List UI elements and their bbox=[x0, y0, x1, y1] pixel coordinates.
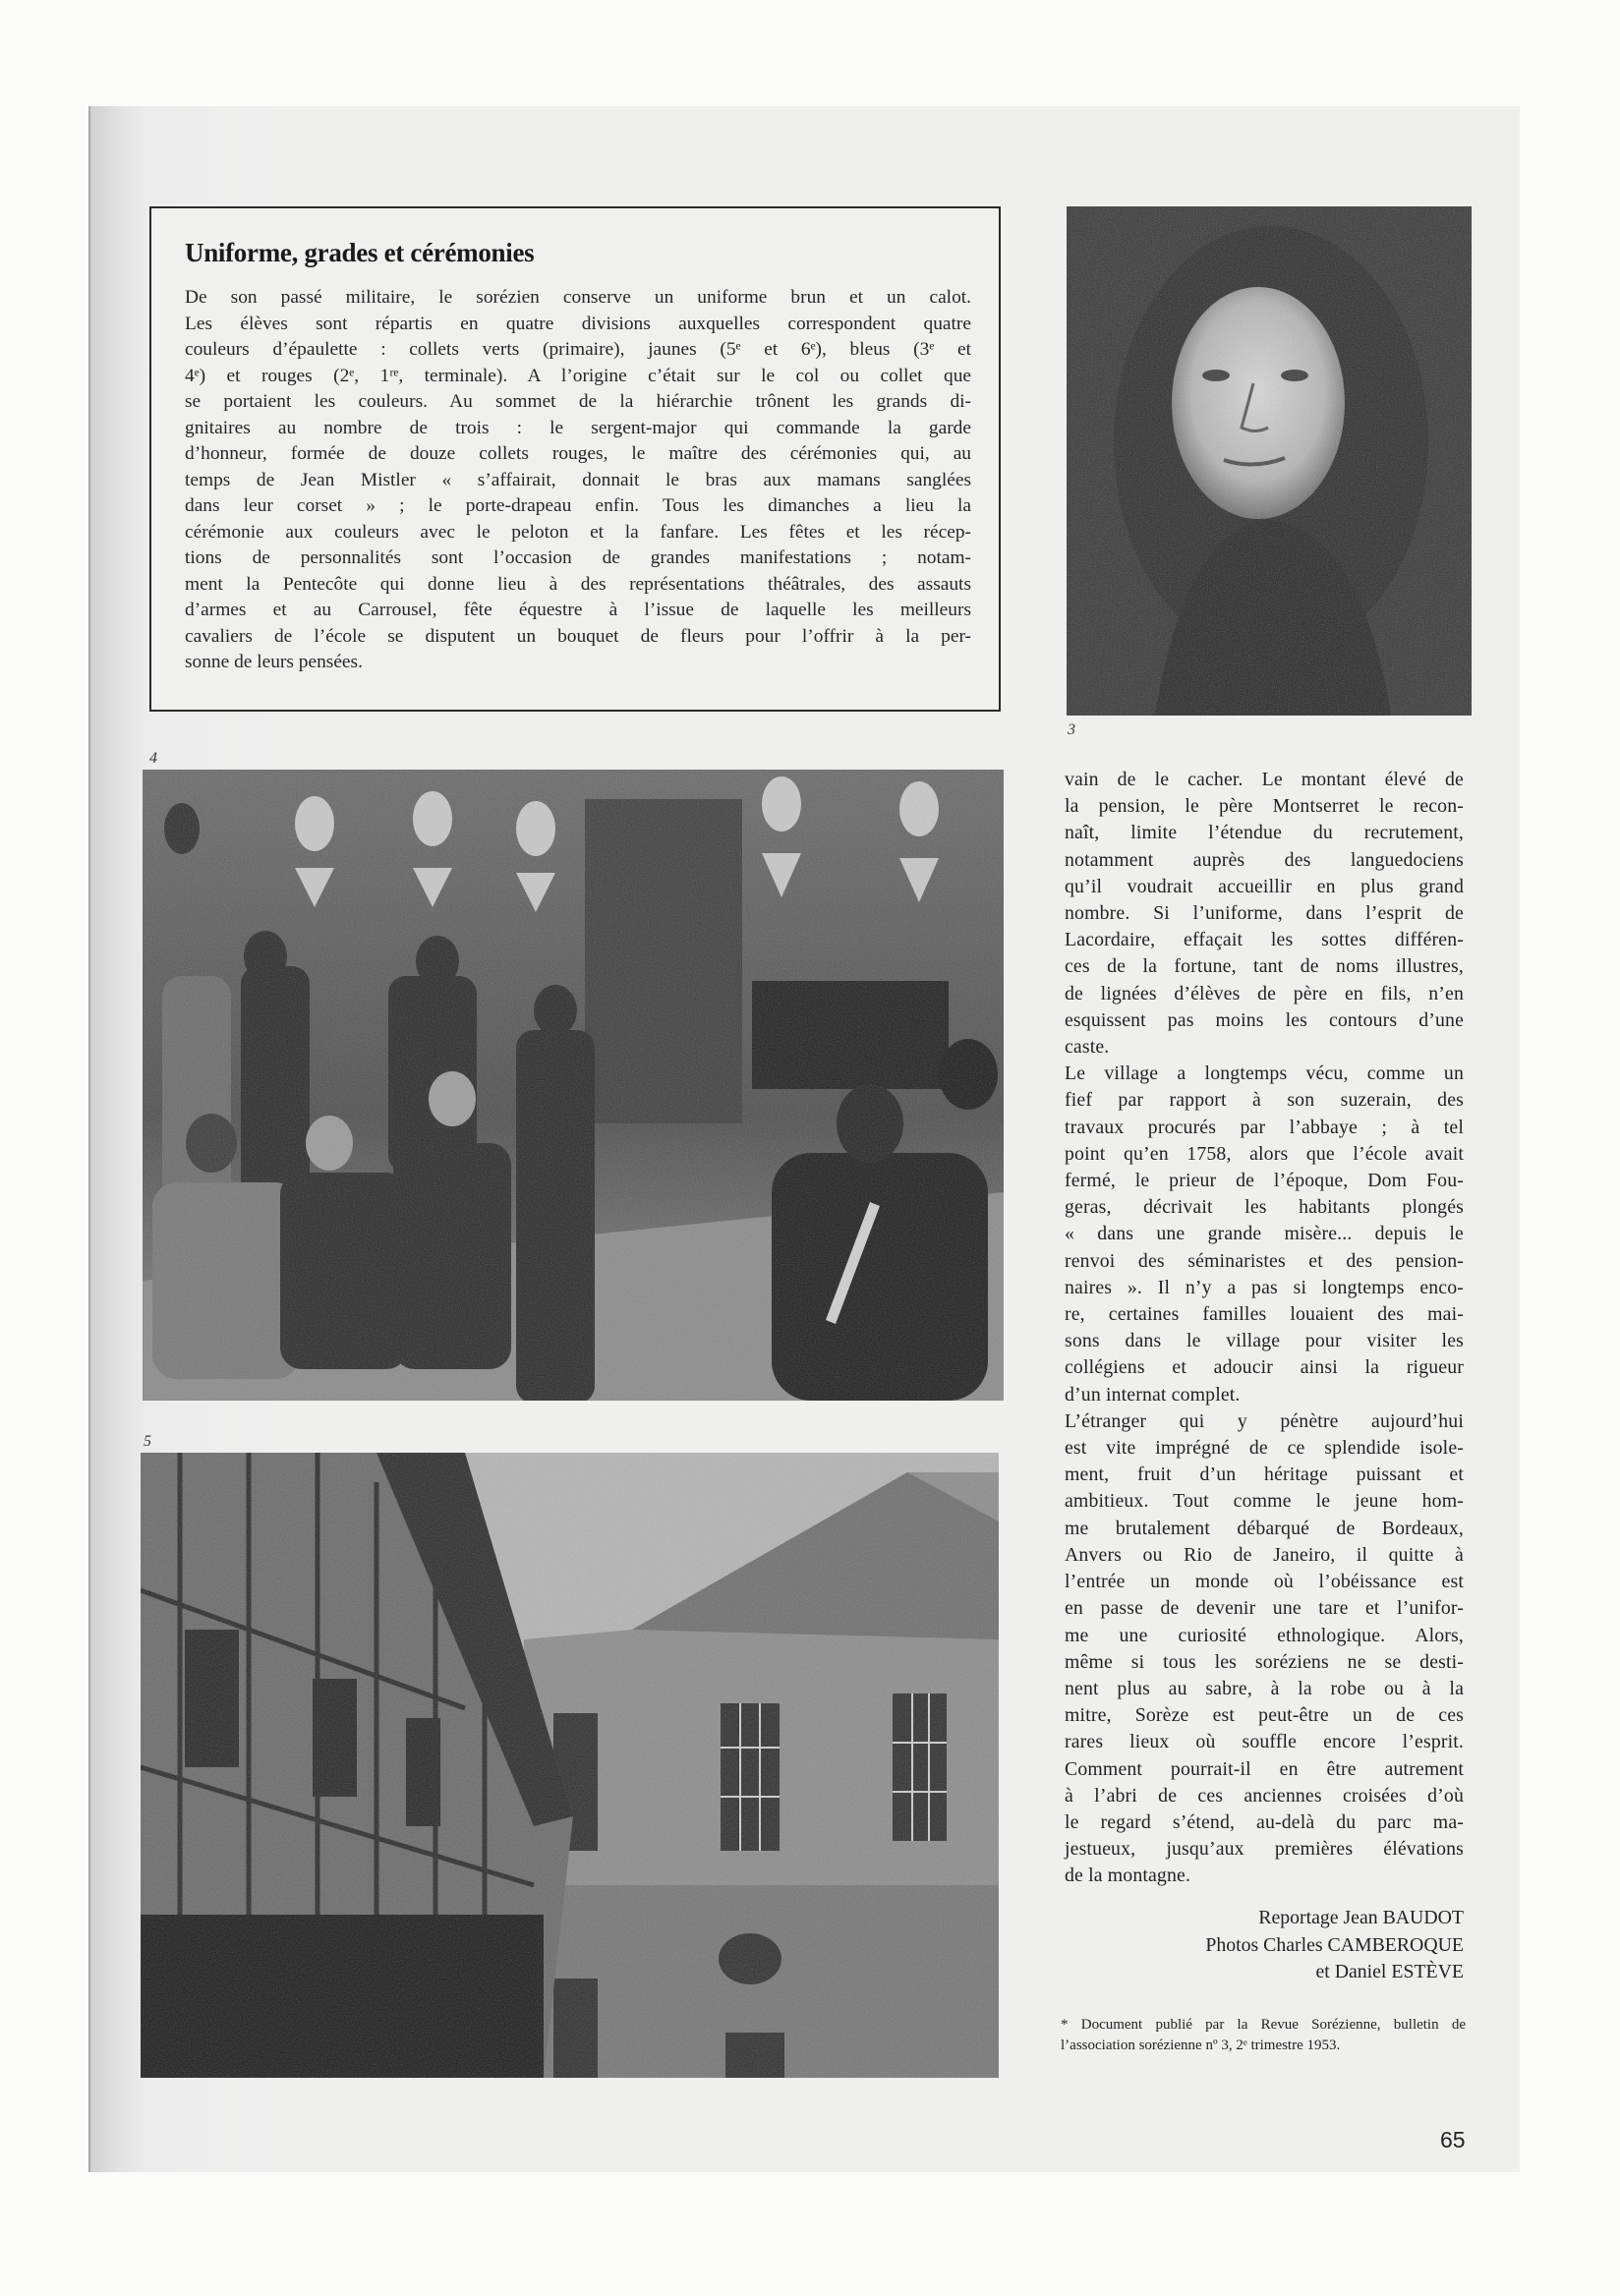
column-line bbox=[1065, 820, 1464, 846]
line-text: rares lieux où souffle encore l’esprit. bbox=[1065, 1731, 1464, 1753]
sidebar-line bbox=[185, 545, 971, 572]
line-text: cavaliers de l’école se disputent un bouquet de fleurs pour l’offrir à la per- bbox=[185, 625, 971, 647]
column-line bbox=[1065, 1676, 1464, 1702]
line-text: me brutalement débarqué de Bordeaux, bbox=[1065, 1517, 1464, 1539]
column-line bbox=[1065, 1542, 1464, 1569]
column-line bbox=[1065, 981, 1464, 1007]
column-line bbox=[1065, 1087, 1464, 1114]
line-text: ambitieux. Tout comme le jeune hom- bbox=[1065, 1490, 1464, 1513]
line-text: même si tous les soréziens ne se desti- bbox=[1065, 1650, 1464, 1673]
column-line bbox=[1065, 1328, 1464, 1354]
column-line bbox=[1065, 1408, 1464, 1435]
column-line bbox=[1065, 1649, 1464, 1676]
line-text: naît, limite l’étendue du recrutement, bbox=[1065, 822, 1464, 844]
credit-reportage: Reportage Jean BAUDOT bbox=[1258, 1907, 1464, 1928]
column-line bbox=[1065, 1836, 1464, 1863]
line-text: nent plus au sabre, à la robe ou à la bbox=[1065, 1677, 1464, 1699]
credit-photos: Photos Charles CAMBEROQUE bbox=[1205, 1933, 1464, 1956]
line-text: me une curiosité ethnologique. Alors, bbox=[1065, 1624, 1464, 1646]
line-text: temps de Jean Mistler « s’affairait, donnait le bras aux mamans sanglées bbox=[185, 469, 971, 490]
line-text: re, certaines familles louaient des mai- bbox=[1065, 1303, 1464, 1326]
line-text: point qu’en 1758, alors que l’école avait bbox=[1065, 1142, 1464, 1165]
abbey-street-image bbox=[141, 1453, 999, 2078]
line-text: Les élèves sont répartis en quatre divisions auxquelles correspondent quatre bbox=[185, 313, 971, 334]
line-text: L’étranger qui y pénètre aujourd’hui bbox=[1065, 1409, 1464, 1432]
figure-4-photo bbox=[143, 770, 1004, 1401]
column-line bbox=[1065, 1168, 1464, 1194]
column-line bbox=[1065, 1516, 1464, 1542]
sidebar-line bbox=[185, 364, 971, 390]
line-text: à l’abri de ces anciennes croisées d’où bbox=[1065, 1784, 1464, 1807]
line-text: De son passé militaire, le sorézien conserve un uniforme brun et un calot. bbox=[185, 287, 971, 308]
line-text: Anvers ou Rio de Janeiro, il quitte à bbox=[1065, 1543, 1464, 1566]
line-text: geras, décrivait les habitants plongés bbox=[1065, 1196, 1464, 1219]
line-text: se portaient les couleurs. Au sommet de la hiérarchie trônent les grands di- bbox=[185, 391, 971, 412]
sidebar-line bbox=[185, 389, 971, 416]
page-number: 65 bbox=[1440, 2127, 1466, 2152]
column-line: de la montagne. bbox=[1065, 1865, 1191, 1887]
sidebar-line: sonne de leurs pensées. bbox=[185, 652, 363, 672]
line-text: notamment auprès des languedociens bbox=[1065, 848, 1464, 871]
column-line bbox=[1065, 847, 1464, 874]
column-line bbox=[1065, 1435, 1464, 1462]
sidebar-line bbox=[185, 285, 971, 312]
column-line bbox=[1065, 1783, 1464, 1809]
column-line bbox=[1065, 953, 1464, 980]
line-text: nombre. Si l’uniforme, dans l’esprit de bbox=[1065, 902, 1464, 925]
article-credits bbox=[1065, 1905, 1464, 1986]
column-line bbox=[1065, 1275, 1464, 1301]
column-line bbox=[1065, 1115, 1464, 1141]
column-line bbox=[1065, 1248, 1464, 1275]
column-line bbox=[1065, 1756, 1464, 1783]
line-text: ment, fruit d’un héritage puissant et bbox=[1065, 1464, 1464, 1486]
line-text: travaux procurés par l’abbaye ; à tel bbox=[1065, 1116, 1464, 1138]
column-line bbox=[1065, 1488, 1464, 1515]
line-text: qu’il voudrait accueillir en plus grand bbox=[1065, 875, 1464, 897]
sidebar-line bbox=[185, 468, 971, 494]
line-text: couleurs d’épaulette : collets verts (primaire), jaunes (5ᵉ et 6ᵉ), bleus (3ᵉ et bbox=[185, 339, 971, 360]
line-text: l’entrée un monde où l’obéissance est bbox=[1065, 1571, 1464, 1593]
figure-5-number: 5 bbox=[144, 1433, 151, 1450]
line-text: ment la Pentecôte qui donne lieu à des représentations théâtrales, des assauts bbox=[185, 573, 971, 595]
column-line bbox=[1065, 1809, 1464, 1836]
sidebar-line bbox=[185, 312, 971, 338]
sidebar-box bbox=[149, 206, 1001, 712]
sidebar-line bbox=[185, 598, 971, 624]
figure-5-photo bbox=[141, 1453, 999, 2078]
line-text: naires ». Il n’y a pas si longtemps enco- bbox=[1065, 1276, 1464, 1298]
credit-photos-second: et Daniel ESTÈVE bbox=[1315, 1961, 1464, 1982]
column-line bbox=[1065, 1061, 1464, 1087]
line-text: renvoi des séminaristes et des pension- bbox=[1065, 1249, 1464, 1272]
column-line bbox=[1065, 1702, 1464, 1729]
column-line bbox=[1065, 900, 1464, 927]
line-text: « dans une grande misère... depuis le bbox=[1065, 1223, 1464, 1245]
sidebar-title: Uniforme, grades et cérémonies bbox=[185, 238, 535, 267]
line-text: jestueux, jusqu’aux premières élévations bbox=[1065, 1838, 1464, 1861]
column-line: d’un internat complet. bbox=[1065, 1383, 1241, 1406]
column-line bbox=[1065, 1595, 1464, 1622]
figure-3-portrait bbox=[1067, 206, 1472, 716]
column-line bbox=[1065, 1354, 1464, 1381]
column-line bbox=[1065, 793, 1464, 820]
page-binding-edge bbox=[88, 106, 90, 2172]
column-line bbox=[1065, 1141, 1464, 1168]
line-text: sons dans le village pour visiter les bbox=[1065, 1330, 1464, 1352]
line-text: mitre, Sorèze est peut-être un de ces bbox=[1065, 1704, 1464, 1727]
line-text: vain de le cacher. Le montant élevé de bbox=[1065, 769, 1464, 790]
line-text: collégiens et adoucir ainsi la rigueur bbox=[1065, 1356, 1464, 1379]
line-text: tions de personnalités sont l’occasion de grandes manifestations ; notam- bbox=[185, 547, 971, 568]
sidebar-line bbox=[185, 337, 971, 364]
sidebar-line bbox=[185, 493, 971, 520]
line-text: dans leur corset » ; le porte-drapeau enfin. Tous les dimanches a lieu la bbox=[185, 495, 971, 516]
column-line bbox=[1065, 1623, 1464, 1649]
figure-3-number: 3 bbox=[1068, 721, 1075, 738]
footnote: * Document publié par la Revue Sorézienne, bulletin de l’association sorézienne nº 3, 2ᵉ trimestre 1953. bbox=[1061, 2017, 1466, 2053]
sidebar-line bbox=[185, 416, 971, 442]
line-text: la pension, le père Montserret le recon- bbox=[1065, 795, 1464, 818]
sidebar-line bbox=[185, 520, 971, 546]
line-text: Lacordaire, effaçait les sottes différen- bbox=[1065, 929, 1464, 951]
sidebar-line bbox=[185, 441, 971, 468]
line-text: gnitaires au nombre de trois : le sergent-major qui commande la garde bbox=[185, 417, 971, 438]
column-line bbox=[1065, 874, 1464, 900]
line-text: Comment pourrait-il en être autrement bbox=[1065, 1757, 1464, 1780]
column-line bbox=[1065, 1569, 1464, 1595]
line-text: d’honneur, formée de douze collets rouges, le maître des cérémonies qui, au bbox=[185, 443, 971, 464]
line-text: fief par rapport à son suzerain, des bbox=[1065, 1089, 1464, 1112]
column-line bbox=[1065, 927, 1464, 953]
column-line bbox=[1065, 1194, 1464, 1221]
line-text: fermé, le prieur de l’époque, Dom Fou- bbox=[1065, 1170, 1464, 1192]
line-text: 4ᵉ) et rouges (2ᵉ, 1ʳᵉ, terminale). A l’origine c’était sur le col ou collet que bbox=[185, 365, 971, 386]
line-text: cérémonie aux couleurs avec le peloton et la fanfare. Les fêtes et les récep- bbox=[185, 521, 971, 543]
column-line bbox=[1065, 1301, 1464, 1328]
line-text: est vite imprégné de ce splendide isole- bbox=[1065, 1437, 1464, 1460]
sidebar-line bbox=[185, 624, 971, 651]
column-line bbox=[1065, 1007, 1464, 1034]
line-text: en passe de devenir une tare et l’unifor- bbox=[1065, 1597, 1464, 1620]
line-text: esquissent pas moins les contours d’une bbox=[1065, 1008, 1464, 1031]
column-line bbox=[1065, 1729, 1464, 1755]
sidebar-line bbox=[185, 572, 971, 599]
column-line bbox=[1065, 767, 1464, 793]
line-text: Le village a longtemps vécu, comme un bbox=[1065, 1062, 1464, 1085]
line-text: le regard s’étend, au-delà du parc ma- bbox=[1065, 1810, 1464, 1833]
line-text: d’armes et au Carrousel, fête équestre à l’issue de laquelle les meilleurs bbox=[185, 600, 971, 620]
students-hall-image bbox=[143, 770, 1004, 1401]
portrait-image bbox=[1067, 206, 1472, 716]
line-text: ces de la fortune, tant de noms illustres, bbox=[1065, 955, 1464, 978]
line-text: de lignées d’élèves de père en fils, n’en bbox=[1065, 982, 1464, 1004]
column-line bbox=[1065, 1462, 1464, 1488]
sidebar-body bbox=[185, 285, 971, 676]
figure-4-number: 4 bbox=[149, 750, 157, 767]
column-line: caste. bbox=[1065, 1036, 1110, 1059]
article-body-column bbox=[1065, 767, 1464, 1890]
column-line bbox=[1065, 1221, 1464, 1247]
